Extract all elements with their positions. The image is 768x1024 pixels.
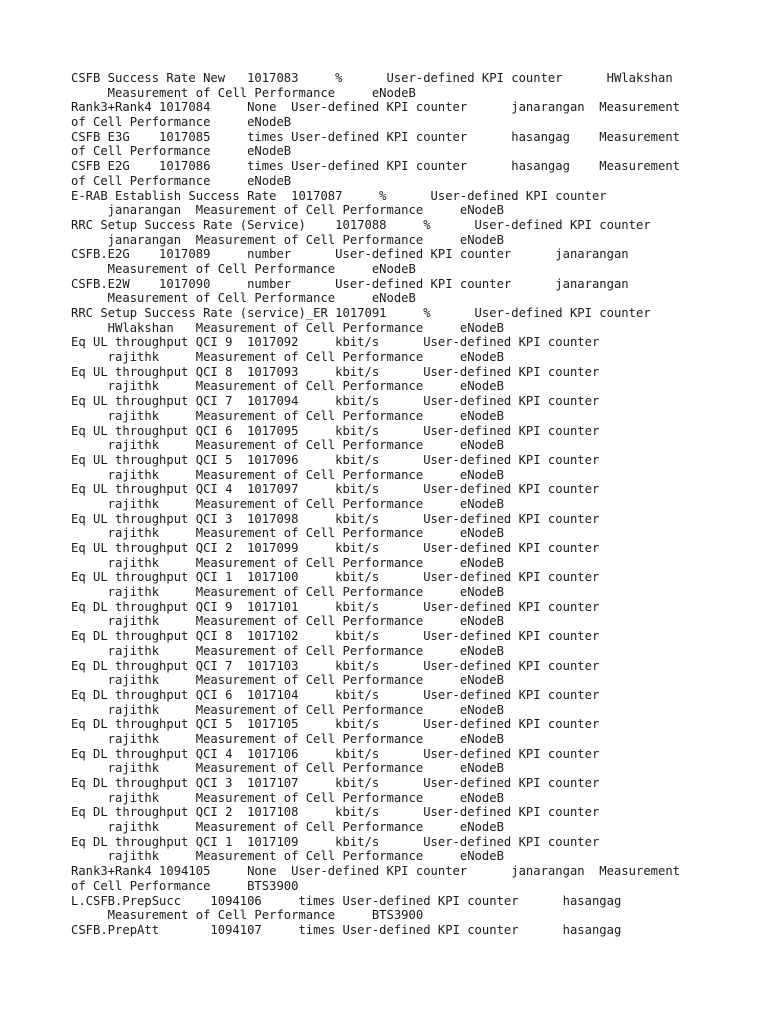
document-line: janarangan Measurement of Cell Performance eNodeB bbox=[71, 203, 504, 218]
document-line: of Cell Performance eNodeB bbox=[71, 173, 292, 188]
document-line: rajithk Measurement of Cell Performance eNodeB bbox=[71, 614, 504, 629]
document-line: CSFB.E2G 1017089 number User-defined KPI counter janarangan bbox=[71, 247, 629, 262]
document-line: Eq UL throughput QCI 5 1017096 kbit/s User-defined KPI counter bbox=[71, 452, 600, 467]
document-line: Eq UL throughput QCI 8 1017093 kbit/s User-defined KPI counter bbox=[71, 364, 600, 379]
document-line: Eq DL throughput QCI 8 1017102 kbit/s User-defined KPI counter bbox=[71, 629, 600, 644]
document-line: Eq UL throughput QCI 3 1017098 kbit/s User-defined KPI counter bbox=[71, 511, 600, 526]
document-line: RRC Setup Success Rate (service)_ER 1017091 % User-defined KPI counter bbox=[71, 306, 651, 320]
document-line: Eq DL throughput QCI 5 1017105 kbit/s User-defined KPI counter bbox=[71, 717, 600, 732]
document-line: L.CSFB.PrepSucc 1094106 times User-defined KPI counter hasangag bbox=[71, 893, 622, 908]
document-line: Eq DL throughput QCI 9 1017101 kbit/s User-defined KPI counter bbox=[71, 599, 600, 614]
document-line: E-RAB Establish Success Rate 1017087 % User-defined KPI counter bbox=[71, 188, 607, 203]
document-page bbox=[71, 71, 731, 938]
document-line: of Cell Performance eNodeB bbox=[71, 115, 292, 130]
document-line: CSFB Success Rate New 1017083 % User-defined KPI counter HWlakshan bbox=[71, 71, 673, 85]
document-line: rajithk Measurement of Cell Performance eNodeB bbox=[71, 526, 504, 541]
document-line: CSFB.E2W 1017090 number User-defined KPI counter janarangan bbox=[71, 276, 629, 291]
document-line: rajithk Measurement of Cell Performance eNodeB bbox=[71, 496, 504, 511]
document-line: RRC Setup Success Rate (Service) 1017088 % User-defined KPI counter bbox=[71, 217, 651, 232]
document-line: of Cell Performance BTS3900 bbox=[71, 878, 299, 893]
document-body bbox=[71, 71, 731, 938]
document-line: rajithk Measurement of Cell Performance eNodeB bbox=[71, 438, 504, 453]
document-line: rajithk Measurement of Cell Performance eNodeB bbox=[71, 790, 504, 805]
document-line: Measurement of Cell Performance eNodeB bbox=[71, 85, 416, 100]
document-line: rajithk Measurement of Cell Performance eNodeB bbox=[71, 408, 504, 423]
document-line: rajithk Measurement of Cell Performance eNodeB bbox=[71, 585, 504, 600]
document-line: Measurement of Cell Performance BTS3900 bbox=[71, 908, 424, 923]
document-line: CSFB.PrepAtt 1094107 times User-defined KPI counter hasangag bbox=[71, 922, 622, 937]
document-line: CSFB E2G 1017086 times User-defined KPI counter hasangag Measurement bbox=[71, 159, 681, 174]
document-line: rajithk Measurement of Cell Performance eNodeB bbox=[71, 350, 504, 365]
document-line: Eq UL throughput QCI 6 1017095 kbit/s User-defined KPI counter bbox=[71, 423, 600, 438]
document-line: Eq DL throughput QCI 7 1017103 kbit/s User-defined KPI counter bbox=[71, 658, 600, 673]
document-line: rajithk Measurement of Cell Performance eNodeB bbox=[71, 643, 504, 658]
document-line: Eq DL throughput QCI 2 1017108 kbit/s User-defined KPI counter bbox=[71, 805, 600, 820]
document-line: rajithk Measurement of Cell Performance eNodeB bbox=[71, 702, 504, 717]
document-line: Eq DL throughput QCI 1 1017109 kbit/s User-defined KPI counter bbox=[71, 834, 600, 849]
document-line: rajithk Measurement of Cell Performance eNodeB bbox=[71, 467, 504, 482]
document-line: Eq DL throughput QCI 4 1017106 kbit/s User-defined KPI counter bbox=[71, 746, 600, 761]
document-line: Eq UL throughput QCI 2 1017099 kbit/s User-defined KPI counter bbox=[71, 541, 600, 555]
document-line: Eq UL throughput QCI 7 1017094 kbit/s User-defined KPI counter bbox=[71, 394, 600, 409]
document-line: rajithk Measurement of Cell Performance eNodeB bbox=[71, 849, 504, 864]
document-line: Eq UL throughput QCI 1 1017100 kbit/s User-defined KPI counter bbox=[71, 570, 600, 585]
document-line: janarangan Measurement of Cell Performance eNodeB bbox=[71, 232, 504, 247]
document-line: Rank3+Rank4 1017084 None User-defined KPI counter janarangan Measurement bbox=[71, 100, 681, 115]
document-line: Eq DL throughput QCI 6 1017104 kbit/s User-defined KPI counter bbox=[71, 687, 600, 702]
document-line: Eq UL throughput QCI 4 1017097 kbit/s User-defined KPI counter bbox=[71, 482, 600, 497]
document-line: Eq UL throughput QCI 9 1017092 kbit/s User-defined KPI counter bbox=[71, 335, 600, 350]
document-line: rajithk Measurement of Cell Performance eNodeB bbox=[71, 555, 504, 570]
document-line: rajithk Measurement of Cell Performance eNodeB bbox=[71, 379, 504, 394]
document-line: Measurement of Cell Performance eNodeB bbox=[71, 291, 416, 306]
document-line: Eq DL throughput QCI 3 1017107 kbit/s User-defined KPI counter bbox=[71, 776, 600, 790]
document-line: HWlakshan Measurement of Cell Performance eNodeB bbox=[71, 320, 504, 335]
document-line: CSFB E3G 1017085 times User-defined KPI counter hasangag Measurement bbox=[71, 129, 681, 144]
document-line: rajithk Measurement of Cell Performance eNodeB bbox=[71, 761, 504, 776]
document-line: Measurement of Cell Performance eNodeB bbox=[71, 261, 416, 276]
document-line: rajithk Measurement of Cell Performance eNodeB bbox=[71, 731, 504, 746]
document-line: rajithk Measurement of Cell Performance eNodeB bbox=[71, 820, 504, 835]
document-line: rajithk Measurement of Cell Performance eNodeB bbox=[71, 673, 504, 688]
document-line: Rank3+Rank4 1094105 None User-defined KPI counter janarangan Measurement bbox=[71, 864, 681, 879]
document-line: of Cell Performance eNodeB bbox=[71, 144, 292, 159]
